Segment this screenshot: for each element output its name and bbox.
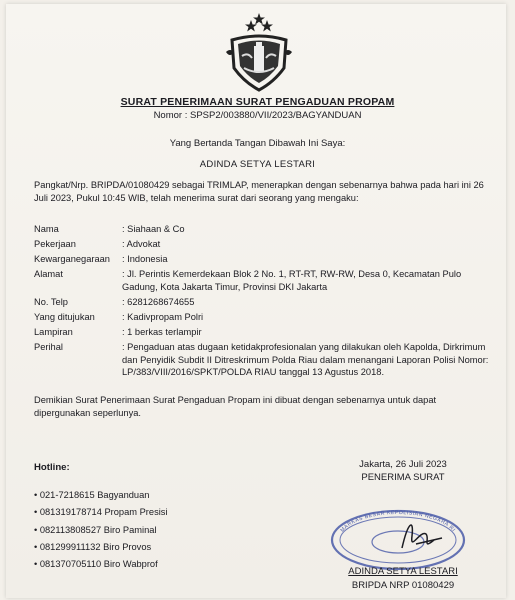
signature-scribble [402, 525, 442, 548]
field-label: Alamat [34, 269, 63, 279]
field-label: Lampiran [34, 327, 73, 337]
field-value: : Kadivpropam Polri [122, 312, 204, 322]
field-label: Yang ditujukan [34, 312, 95, 322]
officer-name: ADINDA SETYA LESTARI [199, 159, 316, 170]
place-date: Jakarta, 26 Juli 2023 [359, 459, 447, 470]
closing-paragraph: Demikian Surat Penerimaan Surat Pengaduan Propam ini dibuat dengan sebenarnya untuk dapat dipergunakan seperlunya. [34, 395, 437, 418]
field-value: : Siahaan & Co [122, 224, 185, 234]
hotline-title: Hotline: [34, 462, 70, 473]
intro-line: Yang Bertanda Tangan Dibawah Ini Saya: [169, 138, 346, 149]
field-label: Perihal [34, 342, 63, 352]
hotline-item: • 081319178714 Propam Presisi [34, 507, 168, 518]
field-label: Kewarganegaraan [34, 254, 110, 264]
hotline-item: • 081299911132 Biro Provos [34, 541, 152, 552]
signer-nrp: BRIPDA NRP 01080429 [351, 580, 455, 591]
document-title: SURAT PENERIMAAN SURAT PENGADUAN PROPAM [120, 96, 395, 108]
field-label: No. Telp [34, 297, 68, 307]
field-value: : Pengaduan atas dugaan ketidakprofesionalan yang dilakukan oleh Kapolda, Dirkrimum dan Penyidik Subdit II Ditreskrimum Polda Riau dalam menangani Laporan Polisi Nomor: LP/383/VIII/2016/SPKT/POLDA RIAU tanggal 13 Agustus 2018. [122, 342, 489, 377]
signer-name: ADINDA SETYA LESTARI [348, 566, 458, 577]
field-value: : Indonesia [122, 254, 168, 264]
hotline-list [34, 487, 168, 573]
hotline-item: • 082113808527 Biro Paminal [34, 524, 157, 535]
field-value: : Jl. Perintis Kemerdekaan Blok 2 No. 1, RT-RT, RW-RW, Desa 0, Kecamatan Pulo Gadung, Kota Jakarta Timur, Provinsi DKI Jakarta [122, 269, 462, 292]
field-value: : 1 berkas terlampir [122, 327, 202, 337]
field-label: Pekerjaan [34, 239, 76, 249]
hotline-item: • 021-7218615 Bagyanduan [34, 490, 150, 500]
hotline-item: • 081370705110 Biro Wabprof [34, 559, 158, 570]
opening-paragraph: Pangkat/Nrp. BRIPDA/01080429 sebagai TRIMLAP, menerapkan dengan sebenarnya bahwa pada hari ini 26 Juli 2023, Pukul 10:45 WIB, telah menerima surat dari seorang yang mengaku: [34, 180, 484, 203]
document-number: Nomor : SPSP2/003880/VII/2023/BAGYANDUAN [153, 110, 362, 121]
police-emblem-icon [222, 12, 296, 94]
stamp-text: MARKAS BESAR KEPOLISIAN NEGARA RI [339, 509, 457, 534]
field-label: Nama [34, 224, 59, 234]
field-value: : Advokat [122, 239, 161, 249]
signer-role: PENERIMA SURAT [361, 472, 445, 483]
svg-text:MARKAS BESAR KEPOLISIAN NEGARA [339, 510, 456, 534]
field-value: : 6281268674655 [122, 297, 195, 307]
official-stamp-icon [318, 500, 478, 570]
